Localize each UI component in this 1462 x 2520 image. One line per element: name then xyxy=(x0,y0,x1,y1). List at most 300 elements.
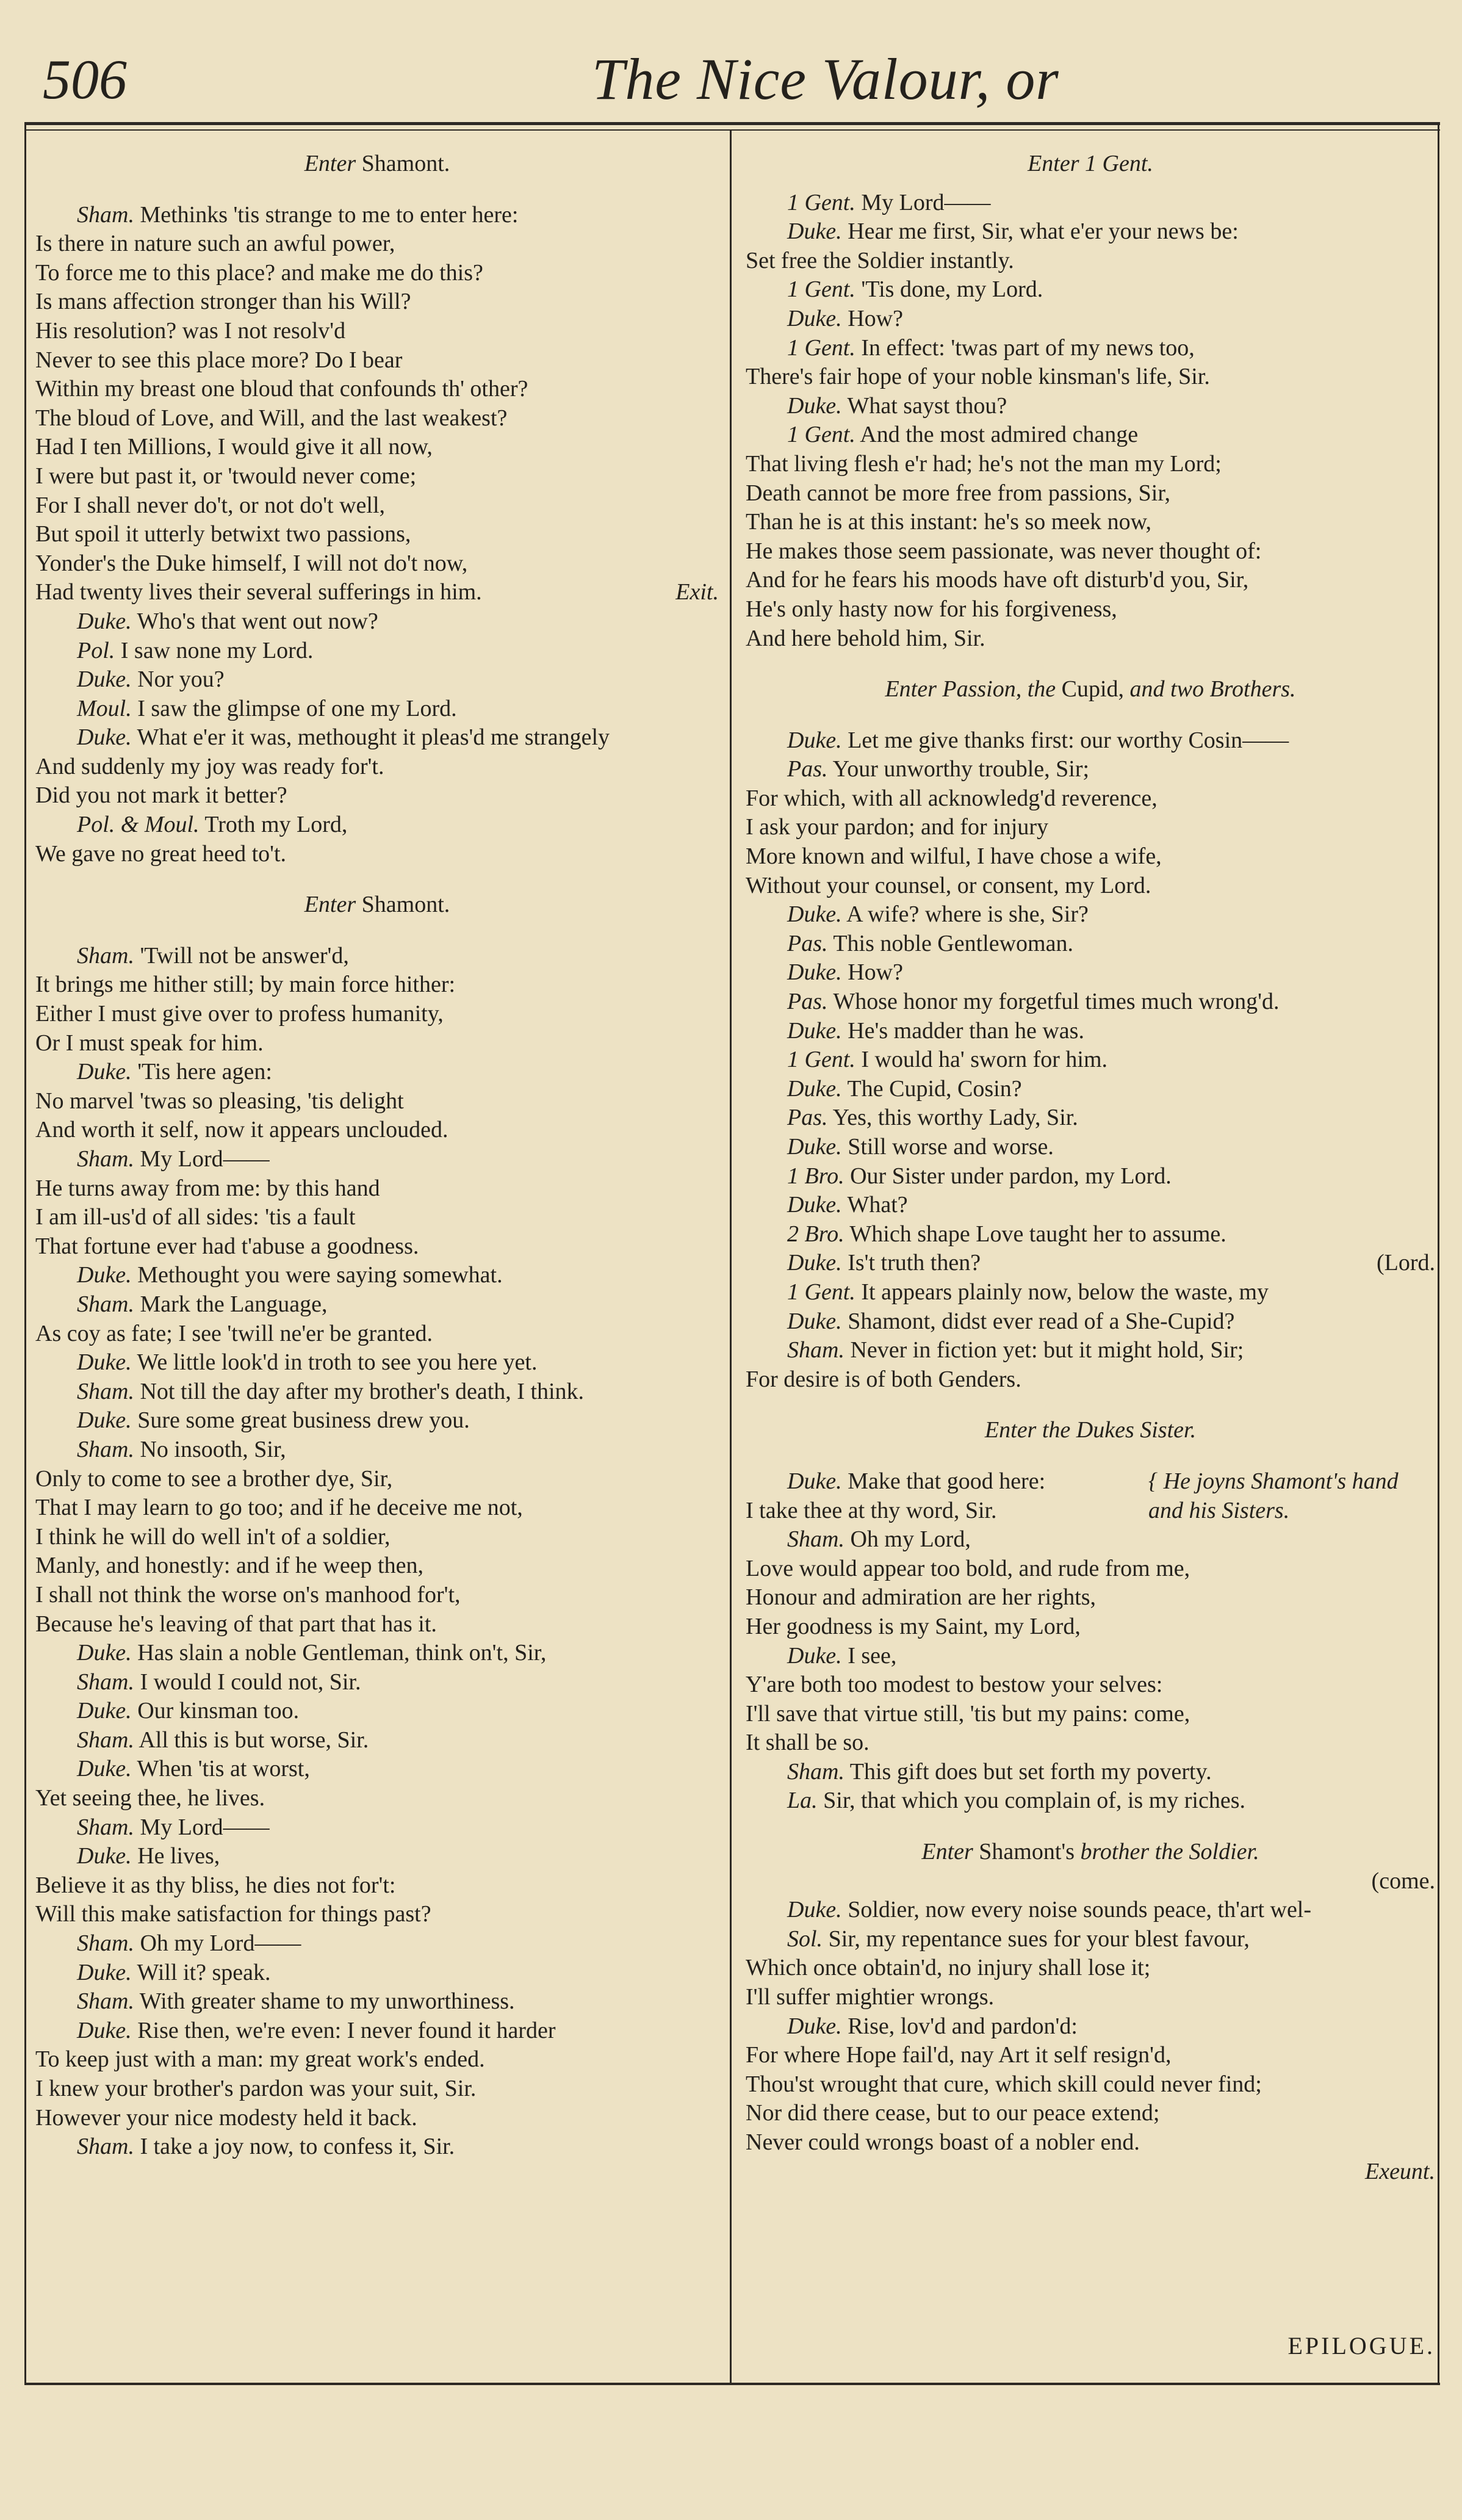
line-text: What sayst thou? xyxy=(847,392,1007,419)
line-text: Yes, this worthy Lady, Sir. xyxy=(832,1105,1078,1131)
line-text: I ask your pardon; and for injury xyxy=(746,814,1048,840)
line-text: We little look'd in troth to see you here yet. xyxy=(137,1349,538,1376)
line-text: That living flesh e'r had; he's not the man my Lord; xyxy=(746,450,1222,477)
speaker-name: Duke. xyxy=(77,1262,132,1288)
line-text: Make that good here: xyxy=(848,1468,1046,1494)
line-text: For I shall never do't, or not do't well, xyxy=(35,492,386,518)
speaker-name: Duke. xyxy=(787,1192,842,1218)
line-text: Methought you were saying somewhat. xyxy=(137,1262,503,1288)
line-text: I saw the glimpse of one my Lord. xyxy=(137,695,457,721)
line-text: What? xyxy=(847,1192,908,1218)
footer-rule xyxy=(24,2383,1440,2385)
line-text: How? xyxy=(848,305,903,331)
verse-line xyxy=(35,2074,719,2104)
speech-line xyxy=(35,1755,719,1784)
speech-line xyxy=(746,392,1435,421)
speech-line xyxy=(35,942,719,971)
speaker-name: Duke. xyxy=(77,1059,132,1085)
line-text: It appears plainly now, below the waste, my xyxy=(861,1279,1269,1305)
speaker-name: Sham. xyxy=(77,1930,134,1957)
verse-line xyxy=(35,549,719,579)
speaker-name: Sham. xyxy=(77,201,134,228)
line-text: Sir, that which you complain of, is my riches. xyxy=(823,1788,1246,1814)
speech-line xyxy=(746,1249,1435,1278)
speech-line xyxy=(35,1639,719,1668)
speaker-name: Pas. xyxy=(787,930,828,956)
line-text: Is mans affection stronger than his Will? xyxy=(35,289,411,315)
speaker-name: Pas. xyxy=(787,756,828,782)
line-text: I take thee at thy word, Sir. xyxy=(746,1497,997,1523)
verse-line xyxy=(35,1465,719,1494)
line-text: The Cupid, Cosin? xyxy=(847,1075,1022,1102)
line-text: To force me to this place? and make me do this? xyxy=(35,259,483,286)
line-text: With greater shame to my unworthiness. xyxy=(139,1988,515,2015)
stage-direction xyxy=(35,890,719,920)
line-text: Y'are both too modest to bestow your selves: xyxy=(746,1672,1163,1698)
line-text: Rise, lov'd and pardon'd: xyxy=(848,2013,1078,2039)
speech-line xyxy=(35,1668,719,1697)
speaker-name: Sham. xyxy=(77,1378,134,1404)
line-text: Nor did there cease, but to our peace extend; xyxy=(746,2100,1160,2126)
speech-line xyxy=(35,1145,719,1174)
speaker-name: Sham. xyxy=(77,1727,134,1753)
line-text: He lives, xyxy=(137,1843,220,1869)
line-text: No marvel 'twas so pleasing, 'tis delight xyxy=(35,1088,404,1114)
speech-line xyxy=(35,1842,719,1871)
verse-line xyxy=(35,1232,719,1262)
character-name: Shamont's xyxy=(979,1839,1075,1865)
line-text: Yet seeing thee, he lives. xyxy=(35,1785,265,1811)
line-text: Is't truth then? xyxy=(848,1250,981,1276)
line-text: To keep just with a man: my great work's ended. xyxy=(35,2046,485,2073)
marginal-direction: { He joyns Shamont's hand xyxy=(1148,1468,1399,1494)
verse-line xyxy=(35,840,719,869)
verse-line xyxy=(35,1320,719,1349)
direction-text: Enter xyxy=(921,1839,973,1865)
speech-line xyxy=(746,1278,1435,1307)
line-text: And here behold him, Sir. xyxy=(746,625,985,651)
verse-line xyxy=(35,2104,719,2133)
line-text: Whose honor my forgetful times much wrong'd. xyxy=(833,989,1280,1015)
line-text: What e'er it was, methought it pleas'd me strangely xyxy=(137,724,610,751)
line-text: Our Sister under pardon, my Lord. xyxy=(850,1163,1172,1189)
turnover-text: (come. xyxy=(1371,1868,1435,1894)
line-text: 'Twill not be answer'd, xyxy=(140,942,349,969)
line-text: Love would appear too bold, and rude from me, xyxy=(746,1555,1190,1581)
line-text: I were but past it, or 'twould never come; xyxy=(35,463,417,489)
line-text: More known and wilful, I have chose a wife, xyxy=(746,843,1162,870)
speech-line xyxy=(746,1642,1435,1671)
speaker-name: Duke. xyxy=(787,1017,842,1044)
verse-line xyxy=(746,1867,1435,1896)
speaker-name: Sham. xyxy=(77,942,134,969)
speech-line xyxy=(35,2016,719,2046)
speech-line xyxy=(746,987,1435,1017)
verse-line xyxy=(35,433,719,462)
speech-line xyxy=(746,1075,1435,1104)
line-text: Nor you? xyxy=(137,666,225,693)
verse-line xyxy=(746,363,1435,392)
line-text: Honour and admiration are her rights, xyxy=(746,1584,1096,1611)
spacer xyxy=(35,868,719,890)
line-text: For desire is of both Genders. xyxy=(746,1366,1021,1392)
verse-line xyxy=(746,450,1435,479)
verse-line xyxy=(35,1784,719,1813)
line-text: Never could wrongs boast of a nobler end. xyxy=(746,2129,1140,2155)
direction-text: Enter xyxy=(304,892,356,918)
verse-line xyxy=(746,479,1435,508)
line-text: How? xyxy=(848,959,903,986)
header-rule-thin xyxy=(24,129,1440,131)
verse-line xyxy=(35,287,719,317)
verse-line xyxy=(35,970,719,1000)
speech-line xyxy=(35,1435,719,1465)
verse-line xyxy=(746,2128,1435,2157)
line-text: A wife? where is she, Sir? xyxy=(846,901,1089,928)
column-divider xyxy=(730,131,732,2383)
spacer xyxy=(35,920,719,942)
speaker-name: Duke. xyxy=(787,959,842,986)
line-text: My Lord—— xyxy=(861,189,991,215)
verse-line xyxy=(746,508,1435,537)
verse-line xyxy=(746,1612,1435,1642)
speech-line xyxy=(746,1133,1435,1162)
verse-line xyxy=(35,1029,719,1058)
line-text: Within my breast one bloud that confounds th' other? xyxy=(35,376,528,402)
verse-line xyxy=(35,1551,719,1581)
line-text: I saw none my Lord. xyxy=(120,637,314,663)
line-text: I take a joy now, to confess it, Sir. xyxy=(140,2134,455,2160)
speech-line xyxy=(746,755,1435,784)
verse-line xyxy=(35,404,719,433)
speaker-name: Duke. xyxy=(77,1407,132,1434)
line-text: And worth it self, now it appears unclouded. xyxy=(35,1117,448,1143)
line-text: 'Tis done, my Lord. xyxy=(861,276,1043,303)
verse-line xyxy=(746,813,1435,842)
speech-line xyxy=(35,1726,719,1755)
line-text: Let me give thanks first: our worthy Cosin—— xyxy=(848,727,1289,753)
verse-line xyxy=(746,537,1435,566)
line-text: Did you not mark it better? xyxy=(35,782,287,809)
line-text: When 'tis at worst, xyxy=(137,1756,310,1782)
line-text: Still worse and worse. xyxy=(848,1134,1054,1160)
speaker-name: Duke. xyxy=(787,218,842,245)
speech-line xyxy=(35,665,719,695)
line-text: There's fair hope of your noble kinsman's life, Sir. xyxy=(746,364,1210,390)
speech-line xyxy=(35,1290,719,1320)
speaker-name: Duke. xyxy=(787,1642,842,1669)
speech-line xyxy=(746,1758,1435,1787)
line-text: And for he fears his moods have oft disturb'd you, Sir, xyxy=(746,567,1249,593)
stage-direction xyxy=(746,150,1435,179)
line-text: Who's that went out now? xyxy=(137,608,378,634)
speech-line xyxy=(35,1959,719,1988)
speaker-name: Pol. & Moul. xyxy=(77,812,200,838)
line-text: Or I must speak for him. xyxy=(35,1030,264,1056)
verse-line xyxy=(35,1900,719,1929)
speaker-name: Duke. xyxy=(787,1468,842,1494)
direction-text: brother the Soldier. xyxy=(1080,1839,1259,1865)
line-text: I see, xyxy=(848,1642,897,1669)
direction-text: Enter Passion, the xyxy=(885,676,1056,702)
page-number: 506 xyxy=(43,48,127,110)
speaker-name: 1 Bro. xyxy=(787,1163,844,1189)
speech-line xyxy=(35,201,719,230)
line-text: For which, with all acknowledg'd reverence, xyxy=(746,785,1158,811)
speaker-name: Duke. xyxy=(77,666,132,693)
line-text: Is there in nature such an awful power, xyxy=(35,231,395,257)
speaker-name: Duke. xyxy=(787,727,842,753)
direction-text: Enter 1 Gent. xyxy=(1028,151,1153,176)
verse-line xyxy=(35,229,719,259)
speech-line xyxy=(746,305,1435,334)
speaker-name: Duke. xyxy=(787,392,842,419)
line-text: All this is but worse, Sir. xyxy=(139,1727,369,1753)
speech-line xyxy=(35,2132,719,2162)
speaker-name: Duke. xyxy=(77,724,132,751)
speech-line xyxy=(746,1220,1435,1249)
speech-line xyxy=(746,1191,1435,1220)
verse-line xyxy=(746,1583,1435,1612)
speaker-name: 2 Bro. xyxy=(787,1221,844,1247)
line-text: Oh my Lord—— xyxy=(140,1930,301,1957)
spacer xyxy=(746,1816,1435,1838)
right-border xyxy=(1438,122,1439,2383)
verse-line xyxy=(35,1581,719,1610)
speech-line xyxy=(746,421,1435,450)
line-text: And the most admired change xyxy=(860,422,1139,448)
line-text: However your nice modesty held it back. xyxy=(35,2104,417,2131)
page-header xyxy=(43,37,1440,122)
speech-line xyxy=(746,334,1435,363)
speaker-name: Duke. xyxy=(77,1756,132,1782)
line-text: Your unworthy trouble, Sir; xyxy=(832,756,1090,782)
direction-text: Enter the Dukes Sister. xyxy=(984,1417,1197,1443)
speaker-name: Duke. xyxy=(787,1075,842,1102)
speech-line xyxy=(746,1525,1435,1554)
speaker-name: Duke. xyxy=(77,2017,132,2043)
right-column xyxy=(746,150,1435,2186)
speech-line xyxy=(746,217,1435,247)
spacer xyxy=(35,179,719,201)
line-text: I shall not think the worse on's manhood for't, xyxy=(35,1581,461,1608)
speaker-name: Sham. xyxy=(77,1814,134,1840)
verse-line xyxy=(746,784,1435,814)
line-text: He turns away from me: by this hand xyxy=(35,1175,380,1201)
speech-line xyxy=(35,607,719,637)
line-text: Soldier, now every noise sounds peace, th'art wel- xyxy=(848,1897,1312,1923)
header-rule xyxy=(24,122,1440,125)
line-text: In effect: 'twas part of my news too, xyxy=(861,334,1195,361)
line-text: Which shape Love taught her to assume. xyxy=(849,1221,1226,1247)
spacer xyxy=(746,704,1435,726)
line-text: We gave no great heed to't. xyxy=(35,840,287,867)
line-text: He's madder than he was. xyxy=(848,1017,1084,1044)
verse-line xyxy=(35,1000,719,1029)
line-text: Oh my Lord, xyxy=(850,1526,971,1553)
speaker-name: Moul. xyxy=(77,695,132,721)
stage-direction xyxy=(746,1416,1435,1445)
speaker-name: Duke. xyxy=(77,1349,132,1376)
verse-line xyxy=(35,1610,719,1639)
speaker-name: 1 Gent. xyxy=(787,276,855,303)
speech-line xyxy=(746,275,1435,305)
line-text: I'll suffer mightier wrongs. xyxy=(746,1984,995,2010)
verse-line xyxy=(35,259,719,288)
verse-line xyxy=(746,1670,1435,1700)
left-border xyxy=(24,122,26,2383)
speech-line xyxy=(35,1929,719,1959)
spacer xyxy=(746,653,1435,675)
speech-line xyxy=(746,900,1435,930)
speaker-name: Sham. xyxy=(77,1669,134,1695)
verse-line xyxy=(35,781,719,811)
verse-line xyxy=(35,578,719,607)
line-text: Sure some great business drew you. xyxy=(137,1407,470,1434)
line-text: As coy as fate; I see 'twill ne'er be granted. xyxy=(35,1320,433,1346)
verse-line xyxy=(746,566,1435,595)
line-text: My Lord—— xyxy=(140,1814,270,1840)
speaker-name: Duke. xyxy=(787,1250,842,1276)
line-text: He makes those seem passionate, was never thought of: xyxy=(746,538,1262,564)
line-text: Will this make satisfaction for things past? xyxy=(35,1901,431,1927)
verse-line xyxy=(35,2045,719,2074)
stage-direction xyxy=(746,1838,1435,1867)
verse-line xyxy=(35,491,719,521)
stage-direction xyxy=(35,150,719,179)
verse-line xyxy=(746,1728,1435,1758)
speaker-name: Sham. xyxy=(787,1526,844,1553)
speech-line xyxy=(746,958,1435,987)
line-text: I am ill-us'd of all sides: 'tis a fault xyxy=(35,1204,356,1230)
speaker-name: Sham. xyxy=(77,1291,134,1317)
speaker-name: 1 Gent. xyxy=(787,1279,855,1305)
speaker-name: Sham. xyxy=(77,1146,134,1172)
line-text: Thou'st wrought that cure, which skill could never find; xyxy=(746,2071,1262,2097)
verse-line xyxy=(746,1954,1435,1983)
speaker-name: Duke. xyxy=(787,2013,842,2039)
line-text: The bloud of Love, and Will, and the last weakest? xyxy=(35,405,508,431)
verse-line xyxy=(35,346,719,375)
left-column xyxy=(35,150,719,2162)
verse-line xyxy=(35,317,719,346)
line-text: Either I must give over to profess humanity, xyxy=(35,1001,444,1027)
verse-line xyxy=(35,1174,719,1204)
speech-line xyxy=(35,1261,719,1290)
speech-line xyxy=(746,189,1435,218)
line-text: Shamont, didst ever read of a She-Cupid? xyxy=(848,1308,1235,1334)
verse-line xyxy=(746,842,1435,872)
verse-line xyxy=(35,1087,719,1116)
line-text: Because he's leaving of that part that has it. xyxy=(35,1611,437,1637)
speaker-name: 1 Gent. xyxy=(787,422,855,448)
running-title: The Nice Valour, or xyxy=(592,46,1059,112)
speech-line xyxy=(746,1786,1435,1816)
spacer xyxy=(746,1394,1435,1416)
line-text: And suddenly my joy was ready for't. xyxy=(35,753,384,779)
verse-line xyxy=(35,753,719,782)
verse-line xyxy=(35,1493,719,1523)
direction-text: and two Brothers. xyxy=(1129,676,1296,702)
speech-line xyxy=(35,1697,719,1726)
verse-line xyxy=(746,2041,1435,2070)
speech-line xyxy=(35,695,719,724)
speech-line xyxy=(746,726,1435,756)
line-text: My Lord—— xyxy=(140,1146,270,1172)
speech-line xyxy=(746,1896,1435,1925)
character-name: Shamont. xyxy=(361,151,450,176)
line-text: Believe it as thy bliss, he dies not for't: xyxy=(35,1872,396,1898)
line-text: Than he is at this instant: he's so meek now, xyxy=(746,509,1152,535)
speaker-name: 1 Gent. xyxy=(787,334,855,361)
line-text: Only to come to see a brother dye, Sir, xyxy=(35,1465,393,1492)
line-text: For where Hope fail'd, nay Art it self resign'd, xyxy=(746,2042,1172,2068)
line-text: He's only hasty now for his forgiveness, xyxy=(746,596,1117,622)
spacer xyxy=(746,179,1435,189)
line-text: Never to see this place more? Do I bear xyxy=(35,347,403,373)
character-name: Cupid, xyxy=(1061,676,1125,702)
verse-line xyxy=(35,1523,719,1552)
character-name: Shamont. xyxy=(361,892,450,918)
speech-line xyxy=(746,1045,1435,1075)
direction-text: Enter xyxy=(304,151,356,176)
speaker-name: Duke. xyxy=(77,608,132,634)
marginal-direction: and his Sisters. xyxy=(1148,1497,1290,1523)
verse-line xyxy=(746,1365,1435,1395)
speaker-name: Duke. xyxy=(787,1897,842,1923)
line-text: I would ha' sworn for him. xyxy=(861,1047,1108,1073)
line-text: His resolution? was I not resolv'd xyxy=(35,317,346,344)
speech-line xyxy=(746,1925,1435,1954)
verse-line xyxy=(746,872,1435,901)
speaker-name: Pol. xyxy=(77,637,115,663)
line-text: Not till the day after my brother's death, I think. xyxy=(140,1378,585,1404)
speaker-name: 1 Gent. xyxy=(787,189,855,215)
speaker-name: Sham. xyxy=(77,2134,134,2160)
speech-line xyxy=(35,637,719,666)
line-text: Our kinsman too. xyxy=(137,1698,300,1724)
line-text: 'Tis here agen: xyxy=(137,1059,272,1085)
speech-line xyxy=(746,1017,1435,1046)
verse-line xyxy=(35,1871,719,1901)
speech-line xyxy=(35,1058,719,1087)
speech-line xyxy=(746,1467,1435,1496)
speaker-name: Sol. xyxy=(787,1926,823,1952)
exeunt-direction xyxy=(746,2157,1435,2187)
speech-line xyxy=(746,930,1435,959)
line-text: Has slain a noble Gentleman, think on't, Sir, xyxy=(137,1640,547,1666)
speaker-name: Duke. xyxy=(787,1134,842,1160)
line-text: I would I could not, Sir. xyxy=(140,1669,361,1695)
speech-line xyxy=(35,1377,719,1407)
line-text: Rise then, we're even: I never found it harder xyxy=(137,2017,556,2043)
line-text: Had I ten Millions, I would give it all now, xyxy=(35,434,433,460)
speaker-name: Duke. xyxy=(77,1959,132,1985)
speaker-name: Duke. xyxy=(787,901,842,928)
line-text: Never in fiction yet: but it might hold, Sir; xyxy=(850,1337,1244,1363)
line-text: Manly, and honestly: and if he weep then, xyxy=(35,1553,423,1579)
line-text: Death cannot be more free from passions, Sir, xyxy=(746,480,1170,506)
verse-line xyxy=(35,1203,719,1232)
direction-text: Exeunt. xyxy=(1364,2158,1435,2184)
verse-line xyxy=(746,1496,1435,1526)
line-text: Her goodness is my Saint, my Lord, xyxy=(746,1613,1081,1639)
speaker-name: Duke. xyxy=(787,1308,842,1334)
line-text: But spoil it utterly betwixt two passions, xyxy=(35,521,411,547)
speech-line xyxy=(746,1162,1435,1191)
verse-line xyxy=(746,595,1435,624)
speaker-name: Sham. xyxy=(77,1988,134,2015)
